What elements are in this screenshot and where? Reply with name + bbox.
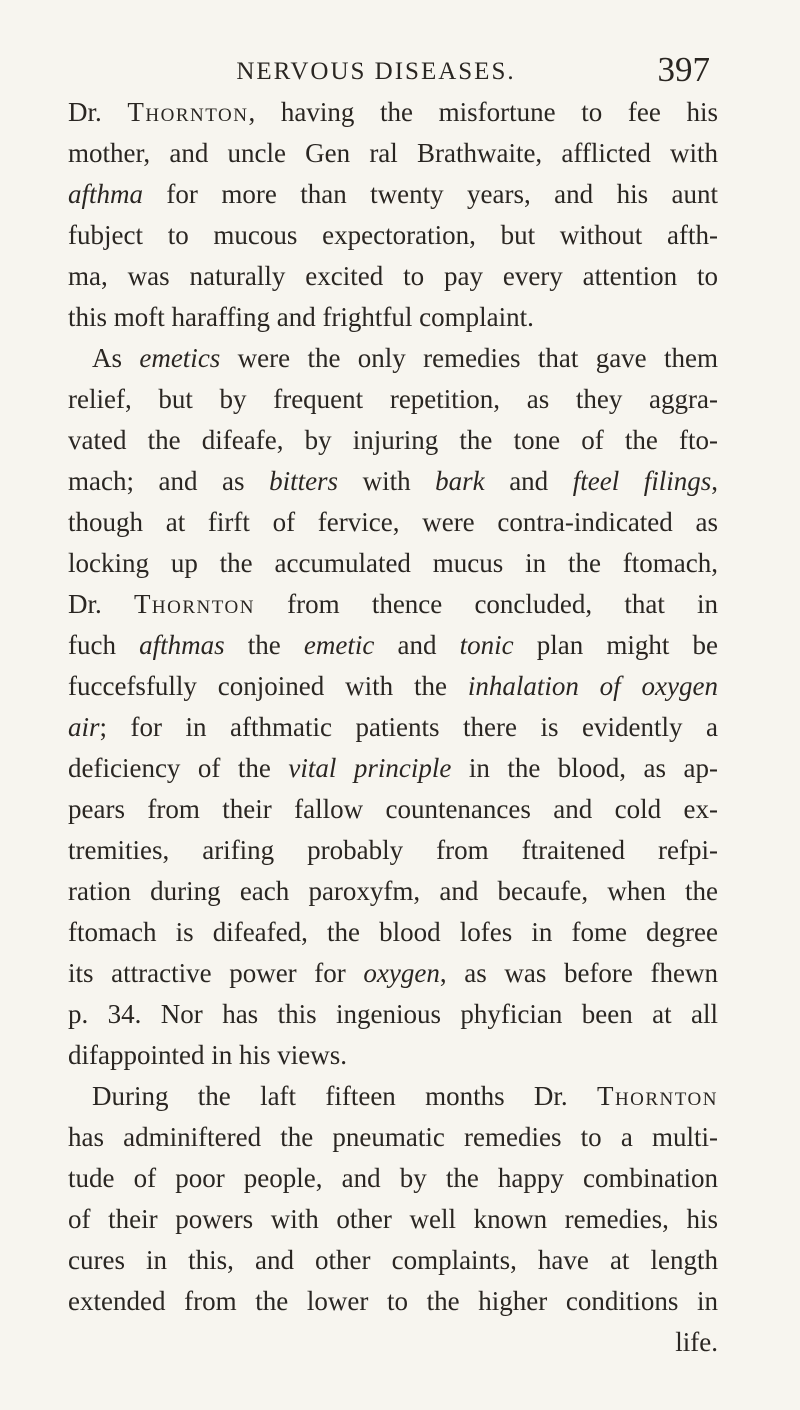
- text-line: ftomach is difeafed, the blood lofes in fome degree: [68, 917, 718, 947]
- text-line: extended from the lower to the higher conditions in: [68, 1286, 718, 1316]
- text-line: cures in this, and other complaints, have at length: [68, 1245, 718, 1275]
- text-line: its attractive power for oxygen, as was before fhewn: [68, 958, 719, 988]
- text-line: fuccefsfully conjoined with the inhalation of oxygen: [68, 671, 718, 701]
- text-line: Dr. Thornton, having the misfortune to fee his: [68, 97, 719, 127]
- text-line: locking up the accumulated mucus in the ftomach,: [68, 548, 718, 578]
- body-text: [68, 92, 718, 1363]
- page-number: 397: [657, 50, 710, 89]
- text-line: pears from their fallow countenances and cold ex-: [68, 794, 718, 824]
- text-line: ration during each paroxyfm, and becaufe, when the: [68, 876, 718, 906]
- text-line: mother, and uncle Gen ral Brathwaite, afflicted with: [68, 138, 718, 168]
- text-line: deficiency of the vital principle in the blood, as ap-: [68, 753, 718, 783]
- text-line: of their powers with other well known remedies, his: [68, 1204, 718, 1234]
- text-line: afthma for more than twenty years, and his aunt: [68, 179, 718, 209]
- text-line: tude of poor people, and by the happy combination: [68, 1163, 718, 1193]
- text-line: this moft haraffing and frightful complaint.: [68, 302, 534, 332]
- page-header: [82, 48, 710, 98]
- text-line: mach; and as bitters with bark and fteel filings,: [68, 466, 718, 496]
- text-line: During the laft fifteen months Dr. Thornton: [92, 1081, 718, 1111]
- text-line: life.: [675, 1327, 718, 1357]
- text-line: vated the difeafe, by injuring the tone of the fto-: [68, 425, 718, 455]
- text-line: relief, but by frequent repetition, as they aggra-: [68, 384, 718, 414]
- text-line: Dr. Thornton from thence concluded, that in: [68, 589, 718, 619]
- text-line: has adminiftered the pneumatic remedies to a multi-: [68, 1122, 718, 1152]
- text-line: air; for in afthmatic patients there is evidently a: [68, 712, 718, 742]
- running-head: NERVOUS DISEASES.: [236, 58, 516, 85]
- text-line: difappointed in his views.: [68, 1040, 347, 1070]
- text-line: As emetics were the only remedies that gave them: [92, 343, 718, 373]
- text-line: fubject to mucous expectoration, but without afth-: [68, 220, 718, 250]
- text-line: though at firft of fervice, were contra-indicated as: [68, 507, 718, 537]
- text-line: fuch afthmas the emetic and tonic plan might be: [68, 630, 719, 660]
- text-line: tremities, arifing probably from ftraitened refpi-: [68, 835, 718, 865]
- text-line: ma, was naturally excited to pay every attention to: [68, 261, 718, 291]
- text-line: p. 34. Nor has this ingenious phyfician been at all: [68, 999, 718, 1029]
